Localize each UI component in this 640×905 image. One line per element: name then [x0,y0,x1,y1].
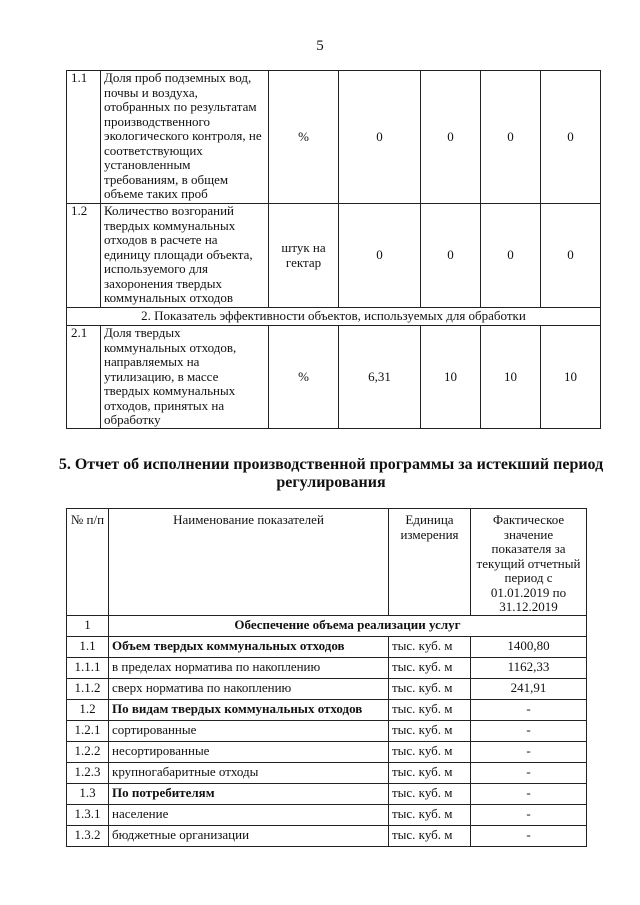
row-number: 1.2 [67,699,109,720]
indicators-table [66,70,601,429]
table-row [67,678,587,699]
table-row [67,699,587,720]
table-row [67,71,601,204]
row-number: 1.1 [67,636,109,657]
value-cell: - [471,762,587,783]
table-row [67,825,587,846]
report-table [66,508,587,847]
row-number: 1.2.2 [67,741,109,762]
value-cell: 0 [421,204,481,308]
value-cell: - [471,741,587,762]
table-row [67,657,587,678]
unit-cell: тыс. куб. м [389,636,471,657]
table-row [67,720,587,741]
row-name: население [109,804,389,825]
value-cell: - [471,720,587,741]
value-cell: - [471,825,587,846]
unit-cell: тыс. куб. м [389,699,471,720]
value-cell: 0 [421,71,481,204]
section-title: Обеспечение объема реализации услуг [109,615,587,636]
section-row [67,615,587,636]
unit-cell: тыс. куб. м [389,825,471,846]
unit-cell: % [269,71,339,204]
table-row [67,741,587,762]
row-name: Объем твердых коммунальных отходов [109,636,389,657]
value-cell: - [471,699,587,720]
row-number: 1.1 [67,71,101,204]
section-heading: 5. Отчет об исполнении производственной программы за истекший период регулирования [58,456,604,491]
table-row [67,762,587,783]
value-cell: - [471,783,587,804]
table-row [67,804,587,825]
unit-cell: тыс. куб. м [389,720,471,741]
header-unit: Единица измерения [389,509,471,616]
section-row [67,308,601,326]
row-name: По потребителям [109,783,389,804]
row-number: 1.3.2 [67,825,109,846]
value-cell: 1162,33 [471,657,587,678]
indicator-text: Доля твердых коммунальных отходов, направляемых на утилизацию, в массе твердых коммунальных отходов, принятых на обработку [101,326,269,429]
table-row [67,783,587,804]
table-row [67,636,587,657]
row-number: 1.3.1 [67,804,109,825]
value-cell: 0 [481,204,541,308]
value-cell: 0 [481,71,541,204]
row-number: 1 [67,615,109,636]
unit-cell: штук на гектар [269,204,339,308]
header-value: Фактическое значение показателя за текущий отчетный период с 01.01.2019 по 31.12.2019 [471,509,587,616]
section-title: 2. Показатель эффективности объектов, используемых для обработки [67,308,601,326]
indicator-text: Количество возгораний твердых коммунальных отходов в расчете на единицу площади объекта, используемого для захоронения твердых коммунальных отходов [101,204,269,308]
value-cell: 0 [541,204,601,308]
row-name: бюджетные организации [109,825,389,846]
value-cell: 1400,80 [471,636,587,657]
unit-cell: % [269,326,339,429]
row-number: 1.2.1 [67,720,109,741]
indicator-text: Доля проб подземных вод, почвы и воздуха, отобранных по результатам производственного экологического контроля, не соответствующих установленным требованиям, в общем объеме таких проб [101,71,269,204]
row-name: несортированные [109,741,389,762]
row-name: сверх норматива по накоплению [109,678,389,699]
table-row [67,204,601,308]
value-cell: 0 [541,71,601,204]
row-name: По видам твердых коммунальных отходов [109,699,389,720]
unit-cell: тыс. куб. м [389,657,471,678]
unit-cell: тыс. куб. м [389,762,471,783]
value-cell: 0 [339,204,421,308]
page-number: 5 [316,38,324,54]
value-cell: 241,91 [471,678,587,699]
row-number: 1.3 [67,783,109,804]
row-number: 1.1.1 [67,657,109,678]
row-number: 1.2 [67,204,101,308]
header-name: Наименование показателей [109,509,389,616]
value-cell: - [471,804,587,825]
row-number: 1.1.2 [67,678,109,699]
row-name: в пределах норматива по накоплению [109,657,389,678]
header-row [67,509,587,616]
value-cell: 10 [481,326,541,429]
unit-cell: тыс. куб. м [389,678,471,699]
value-cell: 10 [421,326,481,429]
header-number: № п/п [67,509,109,616]
row-number: 1.2.3 [67,762,109,783]
unit-cell: тыс. куб. м [389,783,471,804]
table-row [67,326,601,429]
row-name: сортированные [109,720,389,741]
value-cell: 0 [339,71,421,204]
row-number: 2.1 [67,326,101,429]
row-name: крупногабаритные отходы [109,762,389,783]
value-cell: 10 [541,326,601,429]
unit-cell: тыс. куб. м [389,741,471,762]
unit-cell: тыс. куб. м [389,804,471,825]
value-cell: 6,31 [339,326,421,429]
